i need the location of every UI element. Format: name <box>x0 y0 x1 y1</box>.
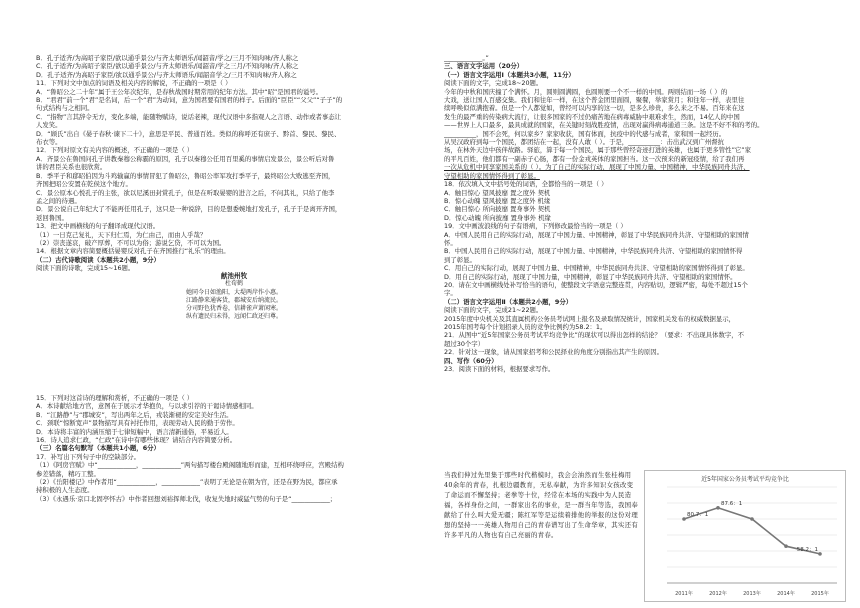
text-line: A．中国人民用自己的实际行动，展现了中国力量、中国精神，彰显了中华民族同舟共济、守望相助的家国情 <box>444 230 749 239</box>
text-line: 19．文中画波浪线的句子有语病，下列修改最恰当的一项是（ ） <box>444 222 627 231</box>
text-line: C．颈联“惊断宽声”景物描写具有衬托作用，表现劳动人民的勤于劳作。 <box>36 419 239 428</box>
text-line: 怀。 <box>444 238 457 247</box>
text-line: C．“指物”言其辞令无方，变化多端，能随物赋诗，说话老辣，现代汉语中多指观人之言语、动作或者事态让 <box>36 112 342 121</box>
text-line: 从吴汉政府到每一个国民，都团结在一起，没有人敢（ ）。于是，__________：击出武汉到广州督抗 <box>444 138 725 147</box>
text-line: （一）语言文字运用Ⅰ（本题共3小题，11分） <box>444 70 575 79</box>
text-line: （二）语言文字运用Ⅱ（本题共2小题，9分） <box>444 297 573 306</box>
text-line: A．齐景公在鲁国问孔子讲教秦穆公称霸的原因，孔子以秦穆公任用百里奚的事情启发景公，景公听后对鲁 <box>36 154 335 163</box>
text-line: B．惊心动魄 望风披靡 置之度外 机缘 <box>444 196 551 205</box>
right-questions <box>444 54 836 373</box>
text-line: ____________。” <box>444 54 489 62</box>
text-line: 18．依次填入文中括号处的词语，全都恰当的一项是（ ） <box>444 180 608 189</box>
poem-line: 纵有遗民归未得，远闻仁政还归尊。 <box>185 313 282 321</box>
text-line: 14．根据文章内容简要概括晏婴反对孔子在齐国推行“礼乐”的理由。 <box>36 247 230 256</box>
text-line: 一次从危机中同享家国关系的（ ）。为了自己的实际行动，展现了中国力量、中国精神，中华民族同舟共济、 <box>444 163 750 172</box>
text-line: B．“江路静”与“郡城安”，写出两年之后，戎装渐褪的安定美好生活。 <box>36 410 233 419</box>
text-line: D．景公说自己年纪大了不能再任用孔子，这只是一种说辞，目的是想委婉地打发孔子，孔子于是离开齐国， <box>36 205 342 214</box>
poem-line: 她同今日如渔阳，大堤两岸作小惠。 <box>185 288 282 296</box>
text-line: 守望相助的家国情怀得到了彰显。 <box>444 171 540 180</box>
text-line: 人发笑。 <box>36 121 62 130</box>
text-line: 11．下列对文中加点的词语及相关内容的解说，不正确的一项是（ ） <box>36 79 232 88</box>
text-line: 阅读下面的诗歌，完成15~16题。 <box>36 264 135 273</box>
text-line: 23．阅读下面的材料，根据要求写作。 <box>444 365 555 374</box>
text-line: 布衣等。 <box>36 138 62 147</box>
text-line: A．本诗献给地方官，意图在于展示才华抱负，与以求引荐的干谒诗情感相同。 <box>36 402 258 411</box>
left-questions-part2 <box>36 394 432 503</box>
poem-title: 献池州牧 <box>220 272 248 280</box>
text-line: 12．下列对原文有关内容的概述，不正确的一项是（ ） <box>36 146 194 155</box>
text-line: 句式结构与之相同。 <box>36 104 94 113</box>
text-line: 持积极的人生态度。 <box>36 486 94 495</box>
x-tick-label: 2011年 <box>675 591 693 597</box>
text-line: 三、语言文字运用（20分） <box>444 62 524 71</box>
text-line: （3）《永遇乐·京口北固亭怀古》中作者回想刘裕挥师北伐，收复失地时威猛气势的句子是“____________； <box>36 494 337 503</box>
text-line: （二）古代诗歌阅读（本题共2小题，9分） <box>36 255 160 264</box>
text-line: 返回鲁国。 <box>36 213 68 222</box>
text-line: 超过30个字） <box>444 339 485 348</box>
x-tick-label: 2013年 <box>743 591 761 597</box>
text-line: C．用自己的实际行动，展现了中国力量、中国精神，中华民族同舟共济、守望相助的家国情怀得到了彰显。 <box>444 264 749 273</box>
text-line: 的平凡百姓，他们都有一副赤子心肠，都有一份金戎英体的家国担当。这一次预来的新冠疫情，给了我们再 <box>444 154 745 163</box>
chart-title: 近5年国家公务员考试平均竞争比 <box>701 476 789 483</box>
text-line: A．“鲁昭公之二十年”属于王公年次纪年，是春秋战国时期常用的纪年方法。其中“昭”是国君的谥号。 <box>36 87 323 96</box>
text-line: 参差错落，精巧工整。 <box>36 469 100 478</box>
poem-line: 分司野色犹香卷，信耕雀声萧闲寒。 <box>185 305 282 313</box>
text-line: D．“顾氏”出自《晏子春秋·谏下二十》，意思是平民、普通百姓。类似的称呼还有庶子、黔首、黎民、黎民、 <box>36 129 341 138</box>
text-line: 22．针对这一现象，请从国家招考和公民择业的角度分别指出其产生的原因。 <box>444 348 664 357</box>
text-line: ——世界上人口最多，最具成就的国家，在关键时刻战胜疫情，出现对赢得病毒通道三条。这是不好不和的考的。 <box>444 121 764 130</box>
text-line: B．季平子和郈昭伯因为斗鸡输赢的事情冒犯了鲁昭公，鲁昭公率军攻打季平子，最终昭公大败逃至齐国， <box>36 171 335 180</box>
left-questions-part1 <box>36 54 432 273</box>
text-line: 阅读下面的文字，完成18~20题。 <box>444 79 543 88</box>
text-line: （1）《阿房宫赋》中“____________，____________”两句描写楼台殿阁随地形而建，互相环绕呼应，宫殿结构 <box>36 461 344 470</box>
text-line: D．本诗将丰富的内涵压缩于七律短幅中，语言清新通俗，平易近人。 <box>36 427 233 436</box>
text-line: 15．下列对这首诗的理解和赏析，不正确的一项是（ ） <box>36 394 194 402</box>
text-line: 场，在林外天边中孩伴故路。驿旅，算于每一个国民，属于那些曾经奇迹打进的英雄，也属于更多管性”它”家 <box>444 146 751 155</box>
text-line: 讲的君臣关系也很欣赏。 <box>36 163 107 172</box>
data-point <box>784 544 788 548</box>
poem-block <box>36 272 432 321</box>
text-line: 续呼唤似似满抱着。但是一个人都觉如，曾经可以内享的这一切，是多么珍贵，多么来之不易。百年来在这 <box>444 104 745 113</box>
text-line: （2）崇丧遂哀，破产厚葬，不可以为俗；游说乞贷，不可以为国。 <box>36 238 226 247</box>
text-line: 2015年国考每个计划招录人员的竞争比例约为58.2：1。 <box>444 323 607 331</box>
text-line: __________，国不会死，何以家乡？家家收获，国有体面，抗疫中的代感与成者，家和国一起经历。 <box>444 129 726 138</box>
text-line: C．景公原本心悦孔子的主张，欲以尼溪田封赏孔子，但是在听取晏婴的进言之后，不问其礼，只给了他李 <box>36 188 335 197</box>
data-label: 87.6：1 <box>721 500 743 507</box>
essay-material: 当我们伸过先里集于那些时代楷模时，我会会油然而生张桂梅用40余年的青春，扎根边疆教育，无私奉献，为许多知识女孩改变了命运而不懈坚持；老拳等十位，经常在本场的实践中为人民造福，各样身份之间，一群家出名的事业，是一群当年等选，我国奉献给了什么叫大爱无疆；陈红军等是运续着排他的举报的这份对理想的坚持一一英雄人物用自己的青春谱写出了生命华章，其实还有许多平凡的人物也有自己亮丽的青春。 <box>444 471 639 539</box>
text-line: B．中国人民用自己的实际行动，展现了中国力量、中国精神，中华民族同舟共济、守望相助的家国情怀得 <box>444 247 743 256</box>
text-line: 大戏，送让国人百感交集。我们和往年一样，在这个普金团里面圆，聚餐，举家赏月；和往年一样，表里往 <box>444 96 745 105</box>
data-label: 80.7：1 <box>687 512 709 518</box>
text-line: D．孔子适齐/为高昭子家臣/欲以通乎景公/与齐太师语乐/闻韶音学之/三月不知肉味/齐人称之 <box>36 70 297 79</box>
x-tick-label: 2014年 <box>777 591 795 597</box>
poem-lines <box>36 289 432 322</box>
text-line: C．孔子适齐/为高昭子家臣/欲以通乎景公/与齐太师语乐/闻韶音/学之三月/不知肉味/齐人称之 <box>36 62 299 71</box>
x-tick-label: 2015年 <box>811 591 829 597</box>
text-line: A．触目惊心 望风披靡 置之度外 契机 <box>444 188 551 197</box>
data-point <box>716 506 720 510</box>
text-line: 孟之间的待遇。 <box>36 196 81 205</box>
chart-svg <box>645 471 845 601</box>
data-point <box>818 552 822 556</box>
text-line: 13．把文中画横线的句子翻译成现代汉语。 <box>36 222 160 231</box>
data-label: 58.2：1 <box>796 546 818 553</box>
text-line: （1）一日克己复礼，天下归仁焉，为仁由己，而由人乎哉？ <box>36 230 207 239</box>
data-point <box>750 517 754 521</box>
text-line: 发生的最严重的传染病大流行，让很多国家的不过仍痛苦地在病毒威胁中艰难求生，然而，14亿人的中国 <box>444 112 740 121</box>
text-line: C．触目惊心 所向披靡 置身事外 契机 <box>444 205 551 214</box>
text-line: D．用自己的实际行动，展现了中国力量，中国精神，彰显了中华民族同舟共济、守望相助的家国情怀。 <box>444 272 737 281</box>
text-line: 16．诗人追求仁政，“仁政”在诗中有哪些体现？请结合内容简要分析。 <box>36 436 237 445</box>
text-line: 到了彰显。 <box>444 255 476 264</box>
text-line: D．惊心动魄 所向披靡 置身事外 机缘 <box>444 213 551 222</box>
poem-line: 江路静来通客货，郡城安后纳流民。 <box>185 296 282 304</box>
text-line: 字。 <box>444 289 457 298</box>
text-line: 20．请在文中画横线处补写恰当的语句，使整段文字语意完整连贯，内容贴切，逻辑严密，每处不超过15个 <box>444 280 748 289</box>
competition-ratio-chart <box>644 470 846 602</box>
text-line: 齐国把昭公安置在乾侯这个地方。 <box>36 180 132 189</box>
text-line: 21．从图中“近5年国家公务员考试平均竞争比”的现状可以得出怎样的结论？（要求：不出现具体数字，不 <box>444 331 745 340</box>
text-line: B．“君君”前一个“君”是名词，后一个“君”为动词，意为国君要有国君的样子。后面的“臣臣”“父父”“子子”的 <box>36 96 343 105</box>
poem-author: 杜荀鹤 <box>224 280 243 288</box>
text-line: 2015年度中央机关及其直属机构公务员考试网上报名及录取情况统计，国家机关发布的权威数据显示， <box>444 314 736 323</box>
text-line: （三）名篇名句默写（本题共1小题，6分） <box>36 444 160 453</box>
text-line: B．孔子适齐/为高昭子家臣/欲以通乎景公/与齐太师语乐/闻韶音/学之/三月不知肉味/齐人称之 <box>36 54 299 62</box>
text-line: 17．补写出下列句子中的空缺部分。 <box>36 452 140 461</box>
x-tick-label: 2012年 <box>709 591 727 597</box>
data-point <box>682 517 686 521</box>
text-line: 阅读下面的文字，完成21~22题。 <box>444 306 543 315</box>
text-line: 今年的中秋和国庆撞了个满怀。月，圆则圆满圆，也圆则要一个不一样的中国。两则结而一场（ ）的 <box>444 87 728 96</box>
text-line: （2）《岳阳楼记》中作者用“____________，____________”表明了无论是在朝为官，还是在野为民，都应承 <box>36 478 338 487</box>
text-line: 四、写作（60分） <box>444 356 498 365</box>
